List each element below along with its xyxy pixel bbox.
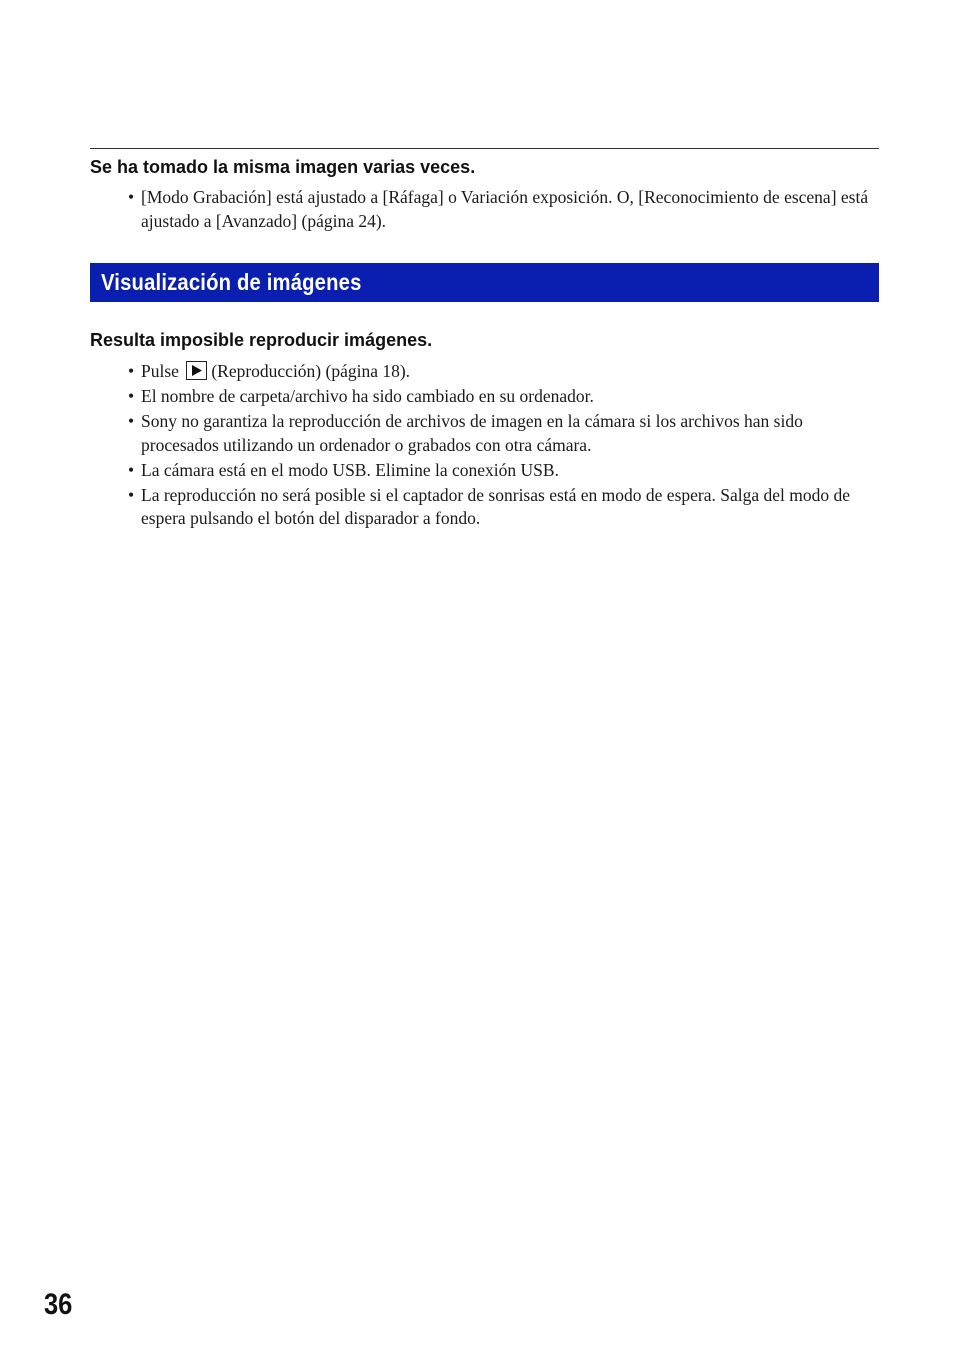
top-divider-rule <box>90 148 879 149</box>
list-item-text: La reproducción no será posible si el captador de sonrisas está en modo de espera. Salga del modo de espera pulsando el botón del disparador a fondo. <box>141 484 851 528</box>
list-item <box>128 186 880 233</box>
bullet-list-cannot-play <box>128 360 880 532</box>
bullet-marker: • <box>128 411 135 431</box>
bullet-marker: • <box>128 484 135 505</box>
list-item-text: [Modo Grabación] está ajustado a [Ráfaga] o Variación exposición. O, [Reconocimiento de escena] está ajustado a [Avanzado] (página 24). <box>141 187 869 231</box>
section-heading-cannot-play: Resulta imposible reproducir imágenes. <box>90 330 433 350</box>
bullet-marker: • <box>128 459 135 480</box>
list-item <box>128 484 880 531</box>
section-title-banner <box>90 263 879 302</box>
list-item-text-prefix: Pulse <box>141 361 179 381</box>
list-item <box>128 360 880 384</box>
section-heading-same-image: Se ha tomado la misma imagen varias veces. <box>90 157 476 177</box>
bullet-marker: • <box>128 187 135 207</box>
list-item-text: Sony no garantiza la reproducción de archivos de imagen en la cámara si los archivos han sido procesados utilizando un ordenador o grabados con otra cámara. <box>141 411 803 455</box>
list-item <box>128 459 880 483</box>
list-item-text-suffix: (Reproducción) (página 18). <box>211 361 411 381</box>
section-title: Visualización de imágenes <box>101 269 362 295</box>
list-item <box>128 385 880 409</box>
play-icon <box>186 361 207 380</box>
list-item-text: La cámara está en el modo USB. Elimine la conexión USB. <box>141 459 559 480</box>
page-number: 36 <box>44 1288 73 1321</box>
bullet-list-same-image <box>128 186 880 235</box>
bullet-marker: • <box>128 386 135 406</box>
bullet-marker: • <box>128 361 135 381</box>
list-item-text: El nombre de carpeta/archivo ha sido cambiado en su ordenador. <box>141 386 594 406</box>
list-item <box>128 410 880 457</box>
